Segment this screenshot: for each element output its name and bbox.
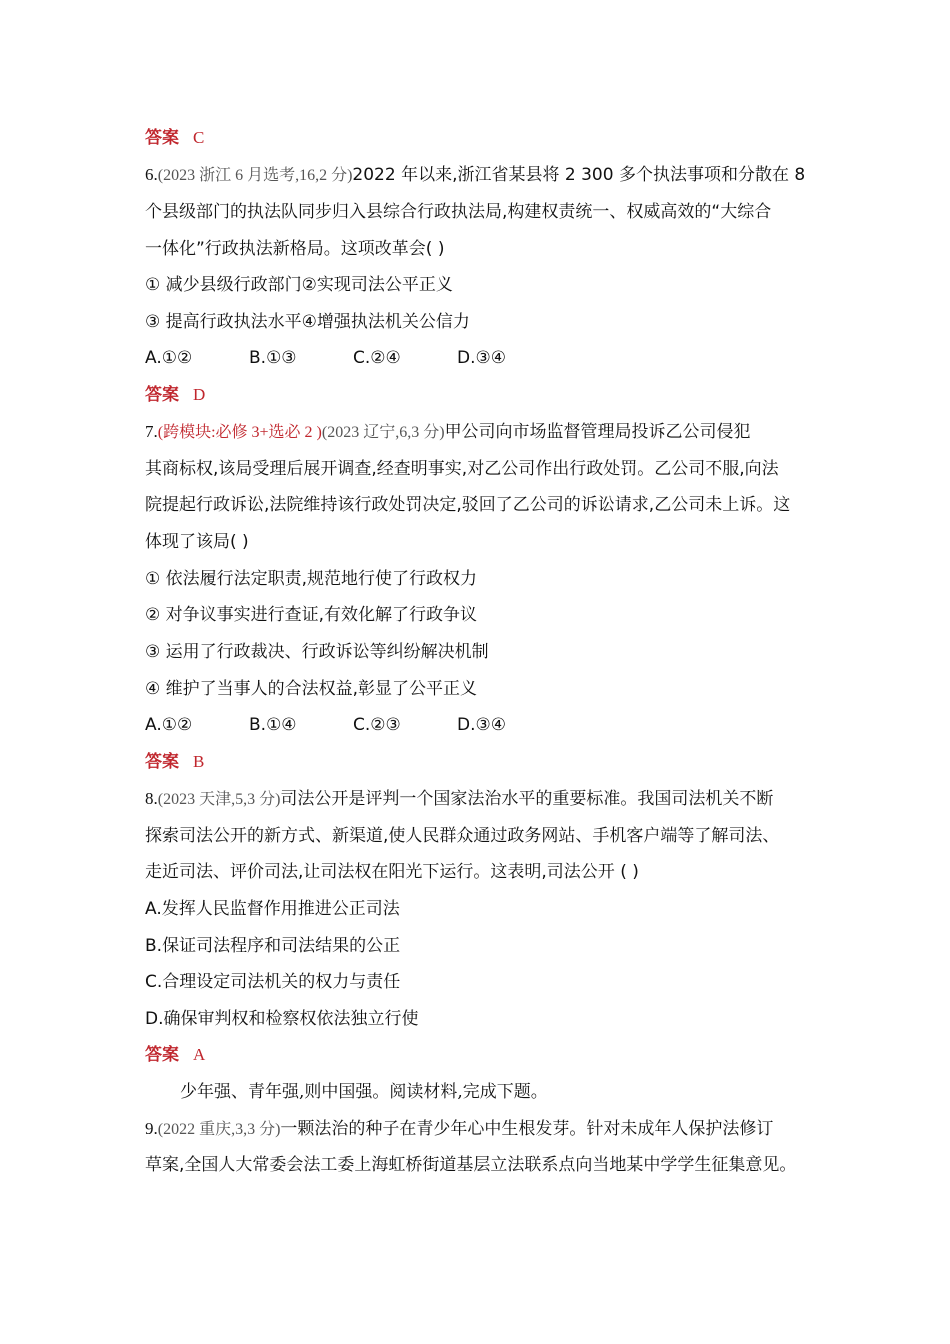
q8-source: (2023 天津,5,3 分)	[157, 791, 281, 808]
q7-options	[145, 713, 561, 737]
q6-option-c: C.②④	[353, 348, 401, 368]
q6-options	[145, 346, 561, 370]
q7-stem-line-1: 7.(跨模块:必修 3+选必 2 )(2023 辽宁,6,3 分)甲公司向市场监督管理局投诉乙公司侵犯	[145, 422, 751, 442]
q7-option-d: D.③④	[457, 715, 506, 735]
q8-choice-c: C.合理设定司法机关的权力与责任	[145, 972, 401, 992]
q8-stem-line-3: 走近司法、评价司法,让司法权在阳光下运行。这表明,司法公开 ( )	[145, 862, 639, 882]
q8-choice-a: A.发挥人民监督作用推进公正司法	[145, 899, 400, 919]
q7-item-2: ② 对争议事实进行查证,有效化解了行政争议	[145, 605, 478, 625]
q5-answer: 答案 C	[145, 128, 205, 148]
q7-source: (2023 辽宁,6,3 分)	[321, 424, 445, 441]
q8-choice-d: D.确保审判权和检察权依法独立行使	[145, 1009, 419, 1029]
q8-choice-b: B.保证司法程序和司法结果的公正	[145, 936, 401, 956]
q8-stem-line-1: 8.(2023 天津,5,3 分)司法公开是评判一个国家法治水平的重要标准。我国司法机关不断	[145, 789, 774, 809]
q6-source: (2023 浙江 6 月选考,16,2 分)	[157, 167, 353, 184]
q7-answer: 答案 B	[145, 752, 205, 772]
q8-stem-line-2: 探索司法公开的新方式、新渠道,使人民群众通过政务网站、手机客户端等了解司法、	[145, 826, 780, 846]
q6-option-d: D.③④	[457, 348, 506, 368]
q6-item-2: ③ 提高行政执法水平④增强执法机关公信力	[145, 312, 470, 332]
q8-answer: 答案 A	[145, 1045, 206, 1065]
q7-stem-line-3: 院提起行政诉讼,法院维持该行政处罚决定,驳回了乙公司的诉讼请求,乙公司未上诉。这	[145, 495, 791, 515]
q7-option-c: C.②③	[353, 715, 401, 735]
q7-item-1: ① 依法履行法定职责,规范地行使了行政权力	[145, 569, 478, 589]
q9-stem-line-2: 草案,全国人大常委会法工委上海虹桥街道基层立法联系点向当地某中学学生征集意见。	[145, 1155, 797, 1175]
q7-item-3: ③ 运用了行政裁决、行政诉讼等纠纷解决机制	[145, 642, 489, 662]
q6-option-b: B.①③	[249, 348, 297, 368]
q7-tag: (跨模块:必修 3+选必 2 )	[157, 424, 322, 441]
q6-item-1: ① 减少县级行政部门②实现司法公平正义	[145, 275, 453, 295]
q6-stem-line-3: 一体化”行政执法新格局。这项改革会( )	[145, 239, 445, 259]
q7-stem-line-4: 体现了该局( )	[145, 532, 249, 552]
q6-stem-line-1: 6.(2023 浙江 6 月选考,16,2 分)2022 年以来,浙江省某县将 2 300 多个执法事项和分散在 8	[145, 165, 806, 185]
q9-source: (2022 重庆,3,3 分)	[157, 1121, 281, 1138]
q7-option-b: B.①④	[249, 715, 297, 735]
q7-option-a: A.①②	[145, 715, 193, 735]
material-intro: 少年强、青年强,则中国强。阅读材料,完成下题。	[180, 1082, 548, 1102]
q7-stem-line-2: 其商标权,该局受理后展开调查,经查明事实,对乙公司作出行政处罚。乙公司不服,向法	[145, 459, 779, 479]
q6-answer: 答案 D	[145, 385, 206, 405]
q9-stem-line-1: 9.(2022 重庆,3,3 分)一颗法治的种子在青少年心中生根发芽。针对未成年人保护法修订	[145, 1119, 774, 1139]
q7-item-4: ④ 维护了当事人的合法权益,彰显了公平正义	[145, 679, 478, 699]
q6-option-a: A.①②	[145, 348, 193, 368]
q6-stem-line-2: 个县级部门的执法队同步归入县综合行政执法局,构建权责统一、权威高效的“大综合	[145, 202, 772, 222]
